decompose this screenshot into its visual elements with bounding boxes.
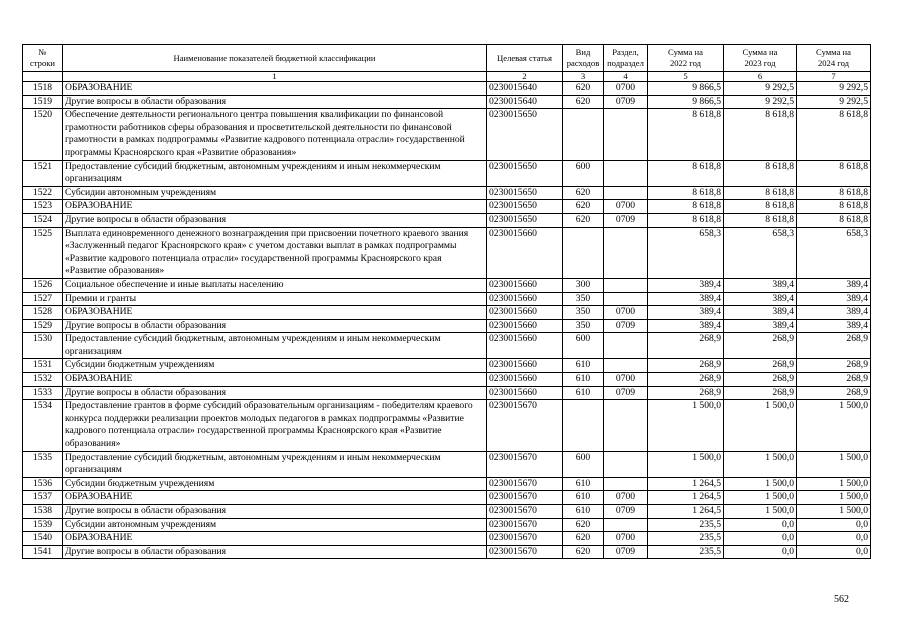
table-row xyxy=(23,306,871,320)
cell-sum-2024: 389,4 xyxy=(797,306,871,320)
cell-expense-type: 610 xyxy=(563,491,604,505)
cell-row-number: 1521 xyxy=(23,160,63,186)
cell-row-number: 1526 xyxy=(23,278,63,292)
cell-row-number: 1538 xyxy=(23,505,63,519)
cell-sum-2022: 8 618,8 xyxy=(648,186,724,200)
cell-row-number: 1532 xyxy=(23,373,63,387)
cell-indicator-name: Другие вопросы в области образования xyxy=(63,545,487,559)
cell-sum-2024: 9 292,5 xyxy=(797,82,871,96)
cell-indicator-name: Другие вопросы в области образования xyxy=(63,505,487,519)
cell-sum-2023: 268,9 xyxy=(724,373,797,387)
cell-target-article: 0230015660 xyxy=(487,333,563,359)
cell-expense-type: 620 xyxy=(563,200,604,214)
cell-row-number: 1537 xyxy=(23,491,63,505)
cell-expense-type: 620 xyxy=(563,186,604,200)
cell-expense-type: 600 xyxy=(563,160,604,186)
cell-target-article: 0230015660 xyxy=(487,306,563,320)
cell-sum-2024: 389,4 xyxy=(797,292,871,306)
cell-indicator-name: Другие вопросы в области образования xyxy=(63,319,487,333)
cell-sum-2023: 1 500,0 xyxy=(724,505,797,519)
cell-sum-2024: 8 618,8 xyxy=(797,186,871,200)
cell-sum-2022: 8 618,8 xyxy=(648,109,724,160)
table-row xyxy=(23,213,871,227)
budget-table xyxy=(22,44,871,559)
table-row xyxy=(23,200,871,214)
cell-section xyxy=(604,109,648,160)
colnum-2: 2 xyxy=(487,72,563,82)
cell-row-number: 1527 xyxy=(23,292,63,306)
cell-section xyxy=(604,333,648,359)
table-row xyxy=(23,109,871,160)
cell-sum-2022: 389,4 xyxy=(648,306,724,320)
cell-indicator-name: Предоставление субсидий бюджетным, автономным учреждениям и иным некоммерческим организациям xyxy=(63,451,487,477)
cell-sum-2023: 389,4 xyxy=(724,319,797,333)
cell-sum-2023: 389,4 xyxy=(724,278,797,292)
table-row xyxy=(23,160,871,186)
cell-indicator-name: Другие вопросы в области образования xyxy=(63,386,487,400)
cell-sum-2022: 1 500,0 xyxy=(648,451,724,477)
cell-sum-2023: 8 618,8 xyxy=(724,109,797,160)
cell-expense-type xyxy=(563,109,604,160)
colnum-7: 7 xyxy=(797,72,871,82)
cell-row-number: 1518 xyxy=(23,82,63,96)
cell-section: 0700 xyxy=(604,200,648,214)
cell-row-number: 1535 xyxy=(23,451,63,477)
cell-expense-type: 300 xyxy=(563,278,604,292)
cell-indicator-name: ОБРАЗОВАНИЕ xyxy=(63,200,487,214)
cell-indicator-name: ОБРАЗОВАНИЕ xyxy=(63,491,487,505)
cell-sum-2023: 8 618,8 xyxy=(724,200,797,214)
cell-row-number: 1524 xyxy=(23,213,63,227)
table-row xyxy=(23,386,871,400)
cell-expense-type: 600 xyxy=(563,451,604,477)
cell-sum-2024: 389,4 xyxy=(797,278,871,292)
cell-section: 0709 xyxy=(604,545,648,559)
cell-sum-2022: 268,9 xyxy=(648,333,724,359)
cell-sum-2022: 268,9 xyxy=(648,386,724,400)
cell-sum-2023: 658,3 xyxy=(724,227,797,278)
cell-target-article: 0230015670 xyxy=(487,545,563,559)
cell-sum-2023: 268,9 xyxy=(724,386,797,400)
cell-expense-type: 350 xyxy=(563,292,604,306)
table-row xyxy=(23,95,871,109)
cell-target-article: 0230015670 xyxy=(487,451,563,477)
cell-sum-2022: 389,4 xyxy=(648,319,724,333)
cell-section xyxy=(604,160,648,186)
cell-target-article: 0230015650 xyxy=(487,109,563,160)
cell-section xyxy=(604,278,648,292)
cell-target-article: 0230015650 xyxy=(487,200,563,214)
cell-target-article: 0230015670 xyxy=(487,532,563,546)
cell-target-article: 0230015660 xyxy=(487,386,563,400)
cell-section xyxy=(604,292,648,306)
cell-target-article: 0230015650 xyxy=(487,213,563,227)
header-indicator-name: Наименование показателей бюджетной классификации xyxy=(63,45,487,72)
cell-expense-type xyxy=(563,227,604,278)
cell-target-article: 0230015660 xyxy=(487,292,563,306)
cell-section xyxy=(604,477,648,491)
cell-target-article: 0230015640 xyxy=(487,95,563,109)
page-number: 562 xyxy=(834,594,849,605)
table-row xyxy=(23,518,871,532)
cell-row-number: 1534 xyxy=(23,400,63,451)
cell-row-number: 1541 xyxy=(23,545,63,559)
cell-sum-2024: 658,3 xyxy=(797,227,871,278)
cell-expense-type: 350 xyxy=(563,306,604,320)
cell-expense-type: 610 xyxy=(563,477,604,491)
cell-target-article: 0230015660 xyxy=(487,278,563,292)
cell-sum-2024: 0,0 xyxy=(797,545,871,559)
cell-sum-2024: 0,0 xyxy=(797,532,871,546)
table-row xyxy=(23,491,871,505)
cell-sum-2023: 8 618,8 xyxy=(724,213,797,227)
cell-section xyxy=(604,359,648,373)
cell-sum-2024: 268,9 xyxy=(797,333,871,359)
table-row xyxy=(23,400,871,451)
cell-target-article: 0230015660 xyxy=(487,373,563,387)
table-row xyxy=(23,186,871,200)
cell-indicator-name: Другие вопросы в области образования xyxy=(63,213,487,227)
cell-row-number: 1529 xyxy=(23,319,63,333)
cell-indicator-name: Субсидии автономным учреждениям xyxy=(63,518,487,532)
colnum-4: 4 xyxy=(604,72,648,82)
cell-sum-2022: 235,5 xyxy=(648,532,724,546)
cell-indicator-name: Другие вопросы в области образования xyxy=(63,95,487,109)
cell-row-number: 1522 xyxy=(23,186,63,200)
cell-sum-2023: 268,9 xyxy=(724,333,797,359)
cell-sum-2022: 389,4 xyxy=(648,292,724,306)
cell-sum-2023: 268,9 xyxy=(724,359,797,373)
cell-expense-type: 620 xyxy=(563,213,604,227)
table-row xyxy=(23,505,871,519)
cell-sum-2024: 268,9 xyxy=(797,386,871,400)
cell-indicator-name: ОБРАЗОВАНИЕ xyxy=(63,373,487,387)
header-sum-2023: Сумма на 2023 год xyxy=(724,45,797,72)
cell-target-article: 0230015670 xyxy=(487,400,563,451)
column-number-row xyxy=(23,72,871,82)
cell-sum-2022: 268,9 xyxy=(648,359,724,373)
cell-section: 0700 xyxy=(604,82,648,96)
cell-indicator-name: Премии и гранты xyxy=(63,292,487,306)
cell-sum-2024: 268,9 xyxy=(797,373,871,387)
table-row xyxy=(23,545,871,559)
cell-indicator-name: Субсидии автономным учреждениям xyxy=(63,186,487,200)
cell-row-number: 1530 xyxy=(23,333,63,359)
cell-section xyxy=(604,186,648,200)
cell-row-number: 1539 xyxy=(23,518,63,532)
cell-sum-2024: 389,4 xyxy=(797,319,871,333)
table-row xyxy=(23,451,871,477)
cell-row-number: 1520 xyxy=(23,109,63,160)
cell-row-number: 1519 xyxy=(23,95,63,109)
header-section: Раздел, подраздел xyxy=(604,45,648,72)
cell-target-article: 0230015660 xyxy=(487,359,563,373)
cell-expense-type: 600 xyxy=(563,333,604,359)
cell-sum-2024: 1 500,0 xyxy=(797,491,871,505)
colnum-empty xyxy=(23,72,63,82)
cell-expense-type: 610 xyxy=(563,359,604,373)
cell-section xyxy=(604,518,648,532)
cell-sum-2024: 8 618,8 xyxy=(797,213,871,227)
cell-section xyxy=(604,227,648,278)
cell-indicator-name: ОБРАЗОВАНИЕ xyxy=(63,306,487,320)
cell-indicator-name: Выплата единовременного денежного вознаграждения при присвоении почетного краевого звания «Заслуженный педагог Красноярского края» с учетом доставки выплат в рамках подпрограммы «Развитие кадрового потенциала отрасли» государственной программы Красноярского края «Развитие образования» xyxy=(63,227,487,278)
table-row xyxy=(23,359,871,373)
cell-sum-2023: 8 618,8 xyxy=(724,160,797,186)
table-row xyxy=(23,227,871,278)
cell-row-number: 1523 xyxy=(23,200,63,214)
cell-sum-2023: 1 500,0 xyxy=(724,400,797,451)
cell-sum-2023: 8 618,8 xyxy=(724,186,797,200)
cell-indicator-name: Обеспечение деятельности регионального центра повышения квалификации по финансовой грамотности работников сферы образования и просветительской деятельности по финансовой грамотности в рамках подпрограммы «Развитие кадрового потенциала отрасли» государственной программы Красноярского края «Развитие образования» xyxy=(63,109,487,160)
cell-sum-2024: 1 500,0 xyxy=(797,400,871,451)
cell-sum-2022: 8 618,8 xyxy=(648,160,724,186)
cell-sum-2022: 658,3 xyxy=(648,227,724,278)
cell-sum-2022: 1 264,5 xyxy=(648,491,724,505)
cell-expense-type xyxy=(563,400,604,451)
cell-indicator-name: Предоставление субсидий бюджетным, автономным учреждениям и иным некоммерческим организациям xyxy=(63,333,487,359)
header-sum-2024: Сумма на 2024 год xyxy=(797,45,871,72)
cell-sum-2022: 9 866,5 xyxy=(648,82,724,96)
cell-sum-2023: 0,0 xyxy=(724,545,797,559)
colnum-3: 3 xyxy=(563,72,604,82)
colnum-5: 5 xyxy=(648,72,724,82)
cell-target-article: 0230015670 xyxy=(487,477,563,491)
cell-row-number: 1533 xyxy=(23,386,63,400)
cell-section xyxy=(604,451,648,477)
cell-sum-2023: 9 292,5 xyxy=(724,95,797,109)
cell-section: 0709 xyxy=(604,386,648,400)
cell-sum-2023: 389,4 xyxy=(724,306,797,320)
cell-indicator-name: Предоставление грантов в форме субсидий образовательным организациям - победителям краевого конкурса поддержки реализации проектов молодых педагогов в рамках подпрограммы «Развитие кадрового потенциала отрасли» государственной программы Красноярского края «Развитие образования» xyxy=(63,400,487,451)
cell-sum-2024: 1 500,0 xyxy=(797,477,871,491)
cell-section: 0709 xyxy=(604,319,648,333)
cell-indicator-name: Предоставление субсидий бюджетным, автономным учреждениям и иным некоммерческим организациям xyxy=(63,160,487,186)
cell-section: 0700 xyxy=(604,532,648,546)
table-row xyxy=(23,319,871,333)
cell-sum-2024: 1 500,0 xyxy=(797,505,871,519)
cell-sum-2022: 1 264,5 xyxy=(648,477,724,491)
cell-row-number: 1525 xyxy=(23,227,63,278)
header-expense-type: Вид расходов xyxy=(563,45,604,72)
table-row xyxy=(23,292,871,306)
table-row xyxy=(23,333,871,359)
table-row xyxy=(23,278,871,292)
cell-sum-2022: 235,5 xyxy=(648,545,724,559)
cell-row-number: 1528 xyxy=(23,306,63,320)
header-row xyxy=(23,45,871,72)
table-row xyxy=(23,532,871,546)
table-row xyxy=(23,477,871,491)
cell-row-number: 1531 xyxy=(23,359,63,373)
cell-sum-2023: 1 500,0 xyxy=(724,477,797,491)
cell-expense-type: 610 xyxy=(563,373,604,387)
cell-sum-2023: 389,4 xyxy=(724,292,797,306)
cell-sum-2023: 1 500,0 xyxy=(724,491,797,505)
cell-sum-2024: 8 618,8 xyxy=(797,200,871,214)
cell-indicator-name: ОБРАЗОВАНИЕ xyxy=(63,82,487,96)
colnum-1: 1 xyxy=(63,72,487,82)
cell-sum-2022: 268,9 xyxy=(648,373,724,387)
colnum-6: 6 xyxy=(724,72,797,82)
cell-section: 0700 xyxy=(604,373,648,387)
cell-expense-type: 620 xyxy=(563,82,604,96)
header-sum-2022: Сумма на 2022 год xyxy=(648,45,724,72)
cell-section: 0700 xyxy=(604,491,648,505)
cell-indicator-name: Субсидии бюджетным учреждениям xyxy=(63,359,487,373)
cell-indicator-name: Социальное обеспечение и иные выплаты населению xyxy=(63,278,487,292)
cell-target-article: 0230015640 xyxy=(487,82,563,96)
table-row xyxy=(23,82,871,96)
cell-sum-2022: 8 618,8 xyxy=(648,213,724,227)
cell-sum-2023: 9 292,5 xyxy=(724,82,797,96)
cell-sum-2024: 8 618,8 xyxy=(797,160,871,186)
cell-expense-type: 610 xyxy=(563,505,604,519)
cell-target-article: 0230015660 xyxy=(487,227,563,278)
cell-target-article: 0230015670 xyxy=(487,518,563,532)
cell-indicator-name: ОБРАЗОВАНИЕ xyxy=(63,532,487,546)
cell-expense-type: 620 xyxy=(563,518,604,532)
cell-sum-2023: 0,0 xyxy=(724,532,797,546)
cell-sum-2023: 0,0 xyxy=(724,518,797,532)
cell-expense-type: 620 xyxy=(563,532,604,546)
cell-target-article: 0230015670 xyxy=(487,491,563,505)
cell-target-article: 0230015650 xyxy=(487,160,563,186)
cell-sum-2024: 8 618,8 xyxy=(797,109,871,160)
cell-sum-2022: 9 866,5 xyxy=(648,95,724,109)
cell-section: 0700 xyxy=(604,306,648,320)
cell-sum-2024: 268,9 xyxy=(797,359,871,373)
cell-target-article: 0230015660 xyxy=(487,319,563,333)
cell-expense-type: 350 xyxy=(563,319,604,333)
header-target-article: Целевая статья xyxy=(487,45,563,72)
cell-expense-type: 610 xyxy=(563,386,604,400)
cell-section: 0709 xyxy=(604,95,648,109)
cell-expense-type: 620 xyxy=(563,95,604,109)
cell-section: 0709 xyxy=(604,505,648,519)
table-row xyxy=(23,373,871,387)
cell-row-number: 1536 xyxy=(23,477,63,491)
cell-sum-2023: 1 500,0 xyxy=(724,451,797,477)
header-row-number: № строки xyxy=(23,45,63,72)
cell-sum-2022: 1 500,0 xyxy=(648,400,724,451)
cell-row-number: 1540 xyxy=(23,532,63,546)
cell-target-article: 0230015650 xyxy=(487,186,563,200)
cell-expense-type: 620 xyxy=(563,545,604,559)
cell-sum-2022: 1 264,5 xyxy=(648,505,724,519)
cell-sum-2022: 235,5 xyxy=(648,518,724,532)
cell-sum-2022: 8 618,8 xyxy=(648,200,724,214)
cell-sum-2024: 9 292,5 xyxy=(797,95,871,109)
cell-sum-2022: 389,4 xyxy=(648,278,724,292)
cell-target-article: 0230015670 xyxy=(487,505,563,519)
cell-section: 0709 xyxy=(604,213,648,227)
cell-sum-2024: 0,0 xyxy=(797,518,871,532)
cell-sum-2024: 1 500,0 xyxy=(797,451,871,477)
cell-section xyxy=(604,400,648,451)
cell-indicator-name: Субсидии бюджетным учреждениям xyxy=(63,477,487,491)
